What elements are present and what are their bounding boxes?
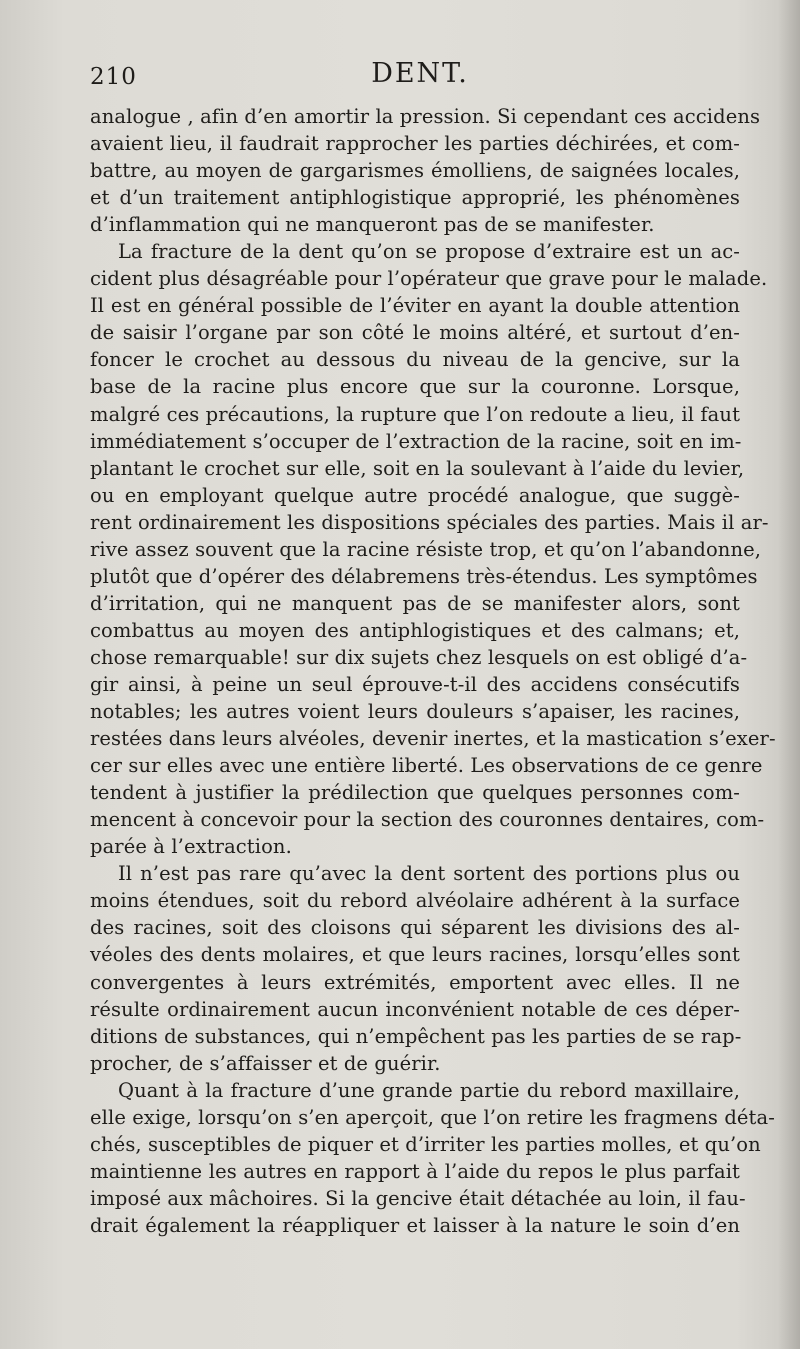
text-line: ou en employant quelque autre procédé analogue, que suggè- bbox=[90, 483, 740, 507]
text-line: battre, au moyen de gargarismes émolliens, de saignées locales, bbox=[90, 159, 740, 183]
paragraph bbox=[90, 860, 740, 1076]
text-line: des racines, soit des cloisons qui séparent les divisions des al- bbox=[90, 916, 740, 940]
text-line: restées dans leurs alvéoles, devenir inertes, et la mastication s’exer- bbox=[90, 727, 776, 751]
text-line: Il est en général possible de l’éviter en ayant la double attention bbox=[90, 294, 740, 318]
paragraph bbox=[90, 1077, 775, 1239]
text-line: chés, susceptibles de piquer et d’irriter les parties molles, et qu’on bbox=[90, 1132, 761, 1156]
running-head: DENT. bbox=[371, 58, 469, 89]
text-line: malgré ces précautions, la rupture que l’on redoute a lieu, il faut bbox=[90, 402, 740, 426]
text-line: rive assez souvent que la racine résiste trop, et qu’on l’abandonne, bbox=[90, 537, 762, 561]
text-line: cer sur elles avec une entière liberté. Les observations de ce genre bbox=[90, 754, 763, 778]
text-line: mencent à concevoir pour la section des couronnes dentaires, com- bbox=[90, 808, 765, 832]
text-line: ditions de substances, qui n’empêchent pas les parties de se rap- bbox=[90, 1024, 742, 1048]
text-line: parée à l’extraction. bbox=[90, 835, 292, 859]
text-line: imposé aux mâchoires. Si la gencive était détachée au loin, il fau- bbox=[90, 1186, 746, 1210]
text-line: véoles des dents molaires, et que leurs racines, lorsqu’elles sont bbox=[90, 943, 740, 967]
text-line: immédiatement s’occuper de l’extraction de la racine, soit en im- bbox=[90, 429, 742, 453]
text-line: plutôt que d’opérer des délabremens très-étendus. Les symptômes bbox=[90, 564, 758, 588]
text-line: convergentes à leurs extrémités, emportent avec elles. Il ne bbox=[90, 970, 740, 994]
page-header bbox=[90, 56, 750, 96]
text-line: Il n’est pas rare qu’avec la dent sortent des portions plus ou bbox=[118, 862, 740, 886]
text-line: notables; les autres voient leurs douleurs s’apaiser, les racines, bbox=[90, 700, 740, 724]
text-line: de saisir l’organe par son côté le moins altéré, et surtout d’en- bbox=[90, 321, 740, 345]
text-line: combattus au moyen des antiphlogistiques et des calmans; et, bbox=[90, 618, 740, 642]
paragraph bbox=[90, 103, 761, 238]
paragraph bbox=[90, 238, 776, 860]
text-line: cident plus désagréable pour l’opérateur que grave pour le malade. bbox=[90, 267, 768, 291]
text-line: maintienne les autres en rapport à l’aide du repos le plus parfait bbox=[90, 1159, 740, 1183]
text-line: avaient lieu, il faudrait rapprocher les parties déchirées, et com- bbox=[90, 132, 740, 156]
text-line: et d’un traitement antiphlogistique approprié, les phénomènes bbox=[90, 186, 740, 210]
text-line: foncer le crochet au dessous du niveau de la gencive, sur la bbox=[90, 348, 740, 372]
text-line: elle exige, lorsqu’on s’en aperçoit, que l’on retire les fragmens déta- bbox=[90, 1105, 775, 1129]
text-line: tendent à justifier la prédilection que quelques personnes com- bbox=[90, 781, 740, 805]
text-line: plantant le crochet sur elle, soit en la soulevant à l’aide du levier, bbox=[90, 456, 745, 480]
text-line: résulte ordinairement aucun inconvénient notable de ces déper- bbox=[90, 997, 740, 1021]
text-line: moins étendues, soit du rebord alvéolaire adhérent à la surface bbox=[90, 889, 740, 913]
text-line: d’irritation, qui ne manquent pas de se manifester alors, sont bbox=[90, 591, 740, 615]
text-line: procher, de s’affaisser et de guérir. bbox=[90, 1051, 441, 1075]
text-line: analogue , afin d’en amortir la pression. Si cependant ces accidens bbox=[90, 105, 761, 128]
text-line: Quant à la fracture d’une grande partie du rebord maxillaire, bbox=[118, 1078, 740, 1102]
text-line: base de la racine plus encore que sur la couronne. Lorsque, bbox=[90, 375, 740, 399]
text-line: drait également la réappliquer et laisser à la nature le soin d’en bbox=[90, 1213, 740, 1237]
text-line: chose remarquable! sur dix sujets chez lesquels on est obligé d’a- bbox=[90, 645, 748, 669]
text-line: La fracture de la dent qu’on se propose d’extraire est un ac- bbox=[118, 240, 740, 264]
text-line: rent ordinairement les dispositions spéciales des parties. Mais il ar- bbox=[90, 510, 769, 534]
text-line: d’inflammation qui ne manqueront pas de se manifester. bbox=[90, 213, 655, 237]
body-text bbox=[90, 103, 776, 1239]
page-number: 210 bbox=[90, 64, 137, 90]
text-line: gir ainsi, à peine un seul éprouve-t-il des accidens consécutifs bbox=[90, 672, 740, 696]
